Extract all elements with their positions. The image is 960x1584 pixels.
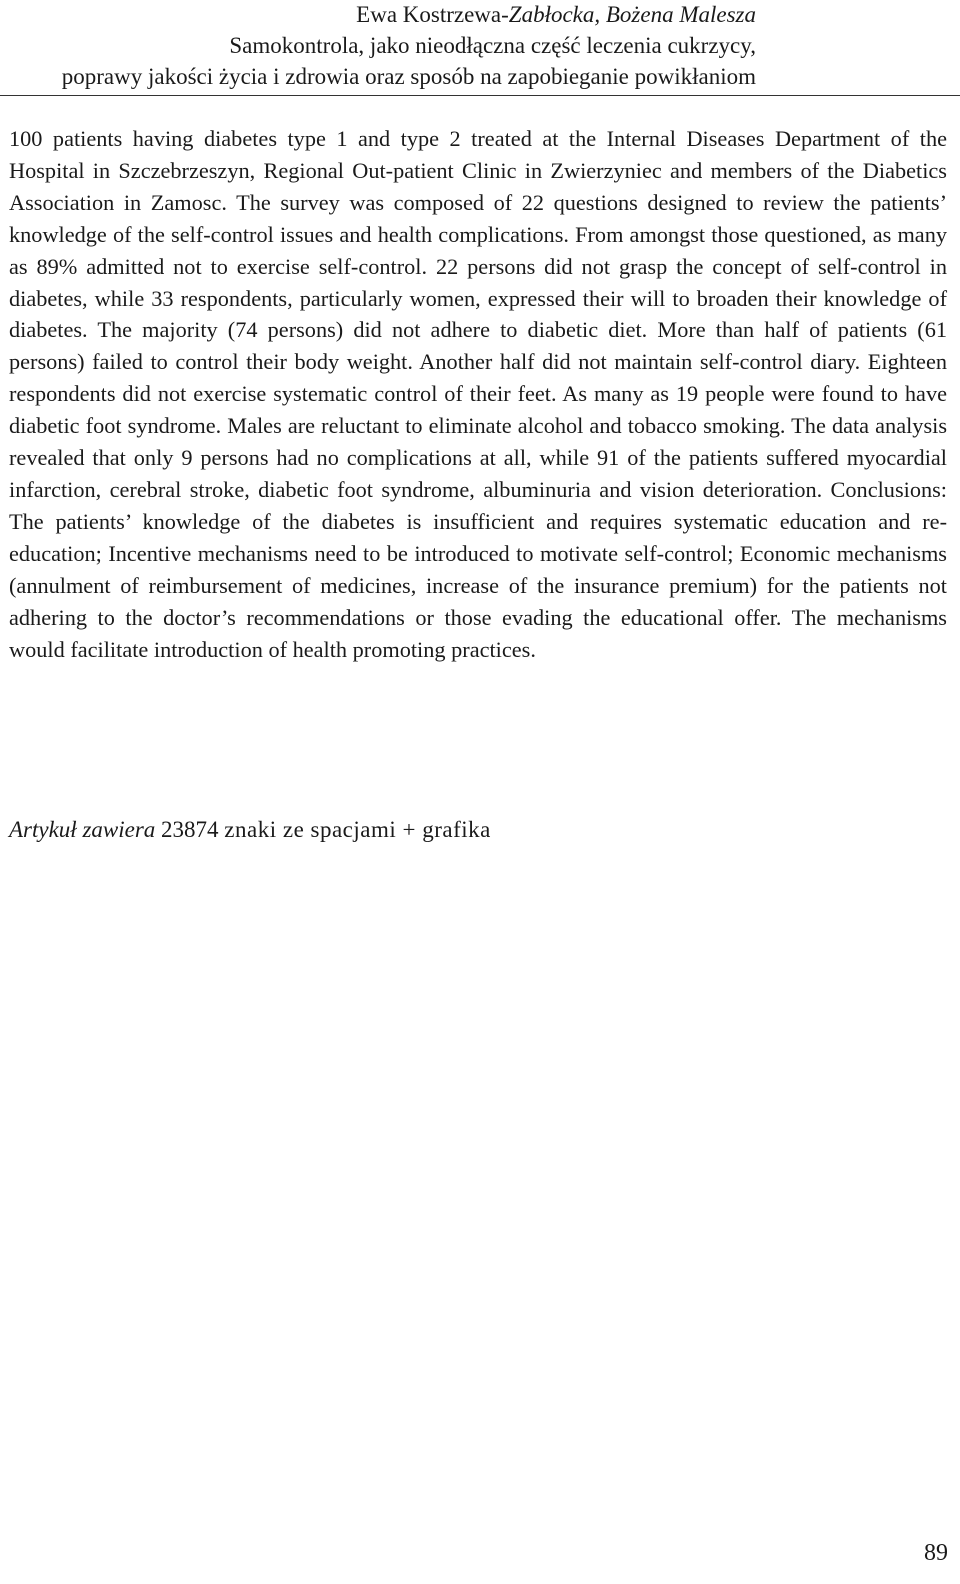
running-header	[0, 0, 960, 96]
article-info-count: 23874	[161, 817, 219, 842]
header-title-line-1: Samokontrola, jako nieodłączna część leczenia cukrzycy,	[229, 33, 756, 58]
header-authors-italic: Zabłocka, Bożena Malesza	[508, 2, 756, 27]
header-authors	[356, 0, 756, 30]
header-authors-plain: Ewa Kostrzewa-	[356, 2, 509, 27]
article-info-suffix: znaki ze spacjami + grafika	[224, 817, 491, 842]
header-title-line-2: poprawy jakości życia i zdrowia oraz sposób na zapobieganie powikłaniom	[61, 64, 756, 89]
article-info-label: Artykuł zawiera	[9, 817, 156, 842]
page-number: 89	[924, 1540, 948, 1566]
abstract-paragraph: 100 patients having diabetes type 1 and type 2 treated at the Internal Diseases Department of the Hospital in Szczebrzeszyn, Regional Out-patient Clinic in Zwierzyniec and members of the Diabetics Association in Zamosc. The survey was composed of 22 questions designed to review the patients’ knowledge of the self-control issues and health complications. From amongst those questioned, as many as 89% admitted not to exercise self-control. 22 persons did not grasp the concept of self-control in diabetes, while 33 respondents, particularly women, expressed their will to broaden their knowledge of diabetes. The majority (74 persons) did not adhere to diabetic diet. More than half of patients (61 persons) failed to control their body weight. Another half did not maintain self-control diary. Eighteen respondents did not exercise systematic control of their feet. As many as 19 people were found to have diabetic foot syndrome. Males are reluctant to eliminate alcohol and tobacco smoking. The data analysis revealed that only 9 persons had no complications at all, while 91 of the patients suffered myocardial infarction, cerebral stroke, diabetic foot syndrome, albuminuria and vision deterioration. Conclusions: The patients’ knowledge of the diabetes is insufficient and requires systematic education and re-education; Incentive mechanisms need to be introduced to motivate self-control; Economic mechanisms (annulment of reimbursement of medicines, increase of the insurance premium) for the patients not adhering to the doctor’s recommendations or those evading the educational offer. The mechanisms would facilitate introduction of health promoting practices.	[9, 126, 947, 662]
article-info	[9, 815, 491, 845]
